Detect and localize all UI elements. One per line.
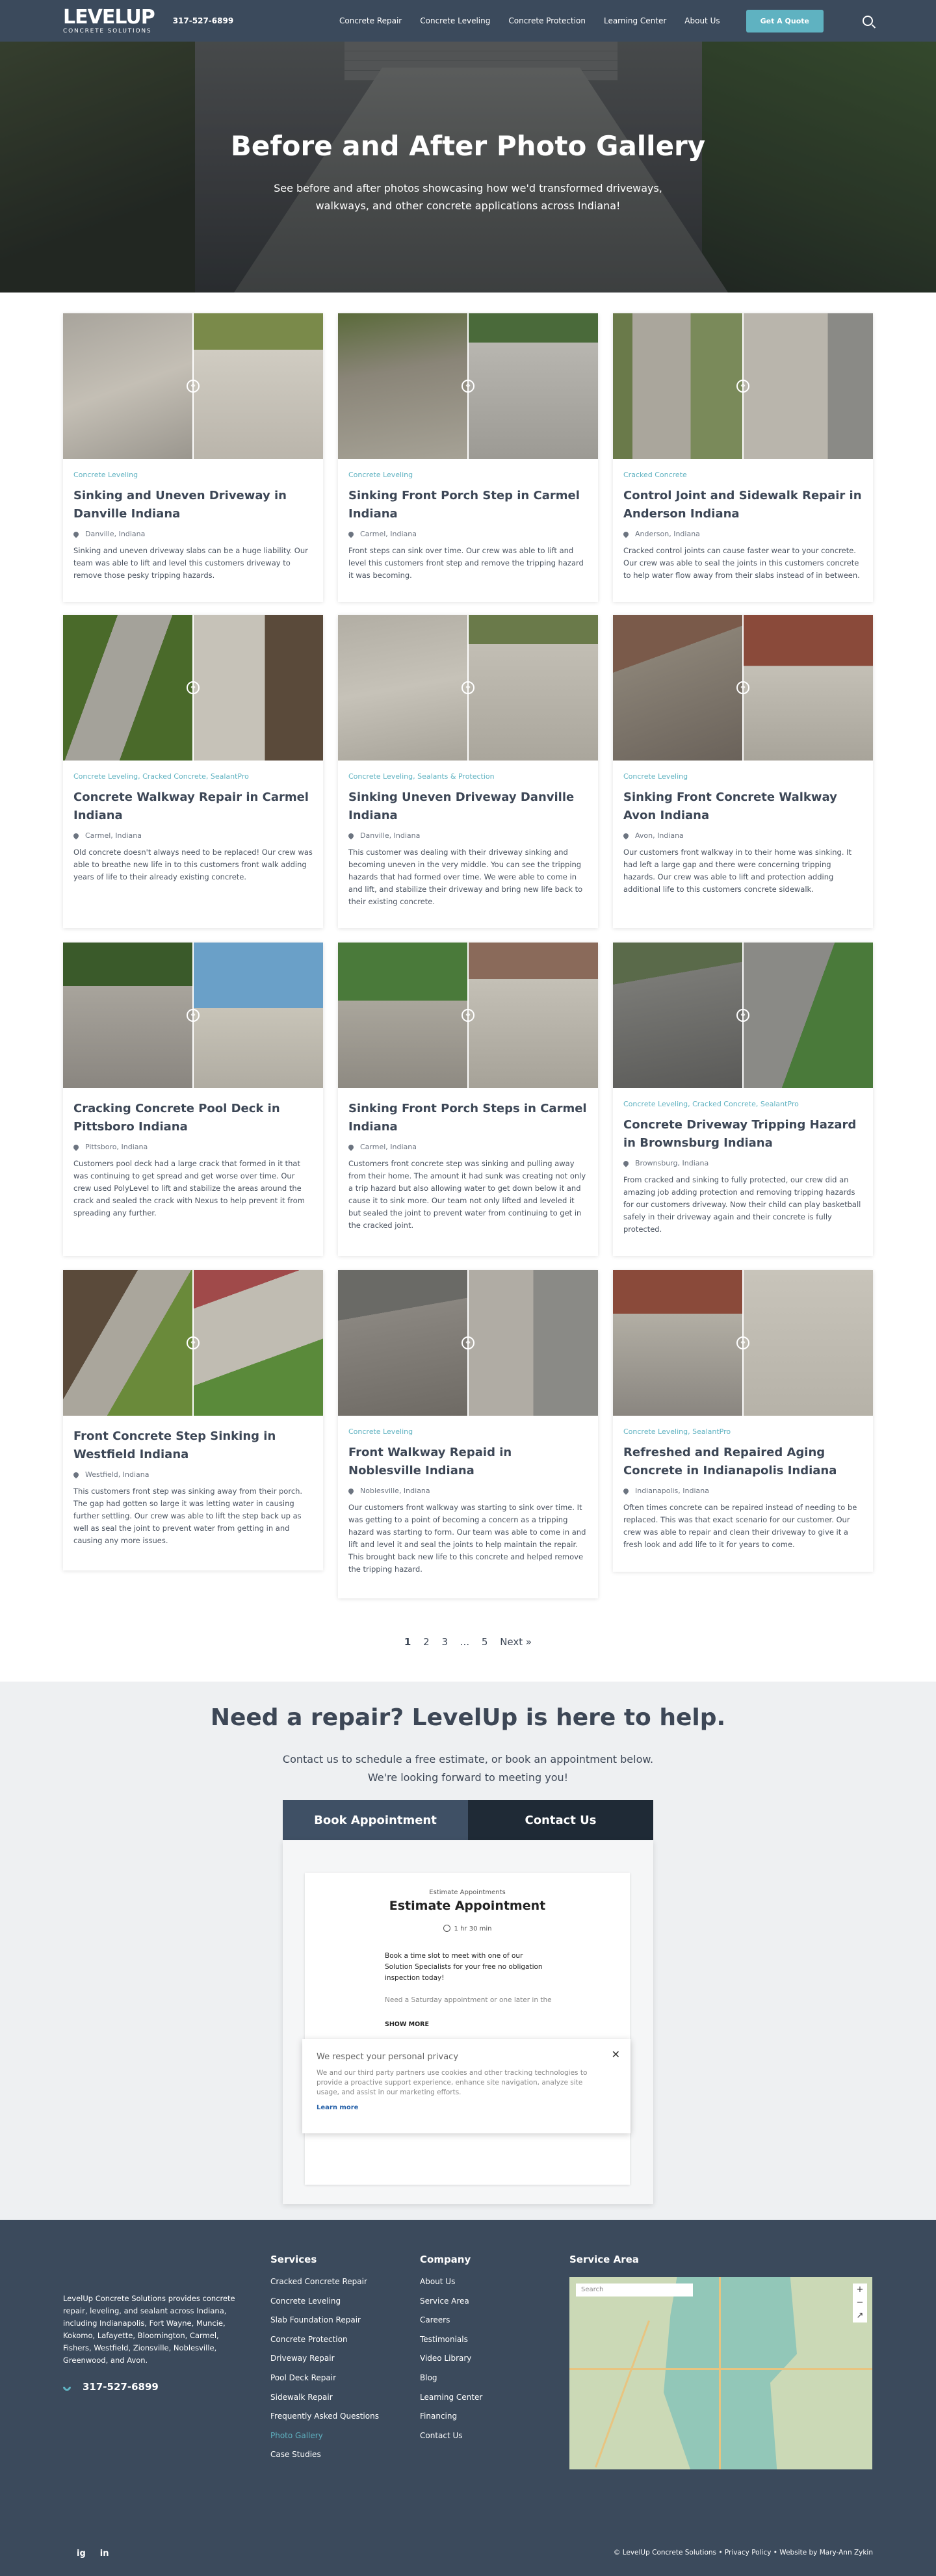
card-category[interactable]: Concrete Leveling, SealantPro [623,1427,731,1436]
before-after-slider[interactable] [613,615,873,761]
before-after-slider[interactable] [338,313,598,459]
footer-services-title: Services [270,2254,317,2265]
nav-item-learning-center[interactable]: Learning Center [603,16,667,25]
before-after-slider[interactable] [63,943,323,1088]
card-location: Carmel, Indiana [360,1143,417,1151]
footer-company-title: Company [420,2254,471,2265]
footer-area-title: Service Area [569,2254,639,2265]
before-photo [63,1270,192,1416]
page-title: Before and After Photo Gallery [230,130,706,162]
footer-about: LevelUp Concrete Solutions provides concrete repair, leveling, and sealant across Indiana, including Indianapolis, Fort Wayne, Muncie, Kokomo, Lafayette, Bloomington, Carmel, Fishers, Westfield, Zionsville, Noblesville, Greenwood, and Avon. [63,2294,235,2365]
before-after-slider[interactable] [338,943,598,1088]
map-service-region [664,2277,797,2469]
copyright: © LevelUp Concrete Solutions • Privacy Policy • Website by Mary-Ann Zykin [613,2549,873,2556]
map-road [719,2277,721,2469]
footer-link[interactable]: Financing [420,2412,458,2421]
instagram-icon[interactable]: ig [77,2549,86,2558]
location-pin-icon [347,832,354,839]
before-after-slider[interactable] [613,1270,873,1416]
footer-link[interactable]: Cracked Concrete Repair [270,2277,367,2286]
cta-title: Need a repair? LevelUp is here to help. [210,1704,726,1731]
card-title[interactable]: Sinking Front Porch Step in Carmel Indiana [348,489,580,521]
page-3[interactable]: 3 [441,1636,448,1648]
card-category[interactable]: Concrete Leveling, Sealants & Protection [348,772,495,781]
card-location: Avon, Indiana [635,831,684,840]
before-after-slider[interactable] [63,615,323,761]
close-icon[interactable]: ✕ [611,2048,620,2061]
before-after-slider[interactable] [338,615,598,761]
gallery-card[interactable] [613,615,873,928]
location-pin-icon [72,1471,79,1478]
gallery-card[interactable] [63,1270,323,1570]
slider-handle-icon[interactable]: ⇔ [187,681,200,694]
appointment-note: Need a Saturday appointment or one later in the [385,1996,552,2004]
location-pin-icon [347,530,354,538]
after-photo [192,313,323,459]
cookie-banner [302,2039,630,2133]
gallery-card[interactable] [338,1270,598,1598]
before-photo [613,1270,742,1416]
map-zoom-controls[interactable]: + − ↗ [853,2283,867,2322]
card-title[interactable]: Sinking and Uneven Driveway in Danville Indiana [73,489,287,521]
after-photo [742,943,873,1088]
card-description: Old concrete doesn't always need to be replaced! Our crew was able to breathe new life in to this customers front walk adding years of life to their already existing concrete. [73,848,313,881]
footer-link[interactable]: Slab Foundation Repair [270,2315,361,2325]
footer-phone-link[interactable]: 317-527-6899 [83,2381,159,2393]
slider-handle-icon[interactable]: ⇔ [187,1009,200,1022]
card-title[interactable]: Sinking Front Porch Steps in Carmel Indiana [348,1102,587,1134]
footer-link[interactable]: Frequently Asked Questions [270,2412,379,2421]
appointment-description: Book a time slot to meet with one of our Solution Specialists for your free no obligation inspection today! [385,1952,543,1982]
card-location: Noblesville, Indiana [360,1487,430,1495]
location-pin-icon [72,832,79,839]
card-title[interactable]: Refreshed and Repaired Aging Concrete in Indianapolis Indiana [623,1446,837,1477]
pagination [0,1636,936,1648]
appointment-title: Estimate Appointment [389,1899,546,1913]
location-pin-icon [72,1143,79,1151]
card-category[interactable]: Concrete Leveling [348,1427,413,1436]
footer-link[interactable]: Blog [420,2373,437,2382]
nav-item-concrete-leveling[interactable]: Concrete Leveling [420,16,491,25]
card-category[interactable]: Concrete Leveling, Cracked Concrete, SealantPro [623,1100,799,1108]
card-description: This customer was dealing with their driveway sinking and becoming uneven in the very middle. You can see the tripping hazards that had formed over time. We were able to come in and lift, and stabilize their driveway and bring new life back to their existing concrete. [348,848,583,906]
location-pin-icon [347,1143,354,1151]
after-photo [192,1270,323,1416]
location-pin-icon [622,1160,629,1167]
card-category[interactable]: Concrete Leveling [623,772,688,781]
card-description: Front steps can sink over time. Our crew was able to lift and level this customers front step and remove the tripping hazard it was becoming. [348,546,584,580]
card-location: Brownsburg, Indiana [635,1159,709,1167]
logo-subtitle: CONCRETE SOLUTIONS [63,27,152,34]
slider-handle-icon[interactable]: ⇔ [187,1336,200,1349]
card-category[interactable]: Cracked Concrete [623,471,687,479]
booking-tabs [283,1800,653,1840]
top-nav [0,0,936,42]
slider-handle-icon[interactable]: ⇔ [736,681,749,694]
card-location: Westfield, Indiana [85,1470,150,1479]
phone-icon [62,2382,73,2393]
cookie-body: We and our third party partners use cookies and other tracking technologies to provide a proactive support experience, enhance site navigation, analyze site usage, and assist in our marketing efforts. [317,2069,588,2096]
footer-link[interactable]: Driveway Repair [270,2354,335,2363]
before-photo [63,615,192,761]
footer-link[interactable]: Pool Deck Repair [270,2373,337,2382]
cookie-title: We respect your personal privacy [317,2052,459,2062]
nav-item-about-us[interactable]: About Us [684,16,720,25]
card-category[interactable]: Concrete Leveling [73,471,138,479]
slider-handle-icon[interactable]: ⇔ [736,380,749,393]
slider-handle-icon[interactable]: ⇔ [462,380,474,393]
before-photo [338,1270,467,1416]
slider-handle-icon[interactable]: ⇔ [462,1336,474,1349]
card-description: Our customers front walkway in to their home was sinking. It had left a large gap and there were concerning tripping hazards. Our crew was able to lift and protection adding additional life to this customers concrete sidewalk. [623,848,852,894]
appointment-duration: 1 hr 30 min [454,1925,492,1932]
footer-link[interactable]: Video Library [420,2354,472,2363]
logo-wordmark: LEVELUP [63,5,155,29]
card-location: Anderson, Indiana [635,530,700,538]
page-1[interactable]: 1 [404,1636,411,1648]
footer [0,2220,936,2576]
next-page-link[interactable]: Next » [500,1636,532,1648]
slider-handle-icon[interactable]: ⇔ [187,380,200,393]
footer-link[interactable]: Concrete Protection [270,2334,348,2344]
after-photo [192,615,323,761]
footer-service-area [569,2254,639,2277]
map-search-input[interactable]: Search [576,2283,693,2296]
card-description: Cracked control joints can cause faster wear to your concrete. Our crew was able to seal the joints in this customers concrete to help water flow away from their slabs instead of in between. [623,546,860,580]
footer-link[interactable]: Service Area [420,2296,469,2306]
after-photo [467,943,598,1088]
page-subtitle: See before and after photos showcasing how we'd transformed driveways, walkways, and other concrete applications across Indiana! [274,182,662,212]
card-title[interactable]: Concrete Driveway Tripping Hazard in Brownsburg Indiana [623,1118,857,1150]
card-title[interactable]: Cracking Concrete Pool Deck in Pittsboro Indiana [73,1102,280,1134]
before-photo [63,943,192,1088]
before-photo [338,615,467,761]
card-location: Carmel, Indiana [360,530,417,538]
appointment-widget [305,1873,630,2185]
footer-services [270,2254,379,2469]
appointment-category: Estimate Appointments [429,1889,506,1896]
card-location: Carmel, Indiana [85,831,142,840]
after-photo [742,1270,873,1416]
get-a-quote-button[interactable]: Get A Quote [746,10,824,33]
gallery-card[interactable] [338,313,598,602]
cookie-learn-more-link[interactable]: Learn more [317,2104,359,2111]
footer-link[interactable]: Careers [420,2315,450,2325]
before-after-slider[interactable] [63,313,323,459]
after-photo [467,615,598,761]
footer-link[interactable]: About Us [420,2277,456,2286]
card-title[interactable]: Sinking Front Concrete Walkway Avon Indiana [623,790,837,822]
card-location: Danville, Indiana [85,530,146,538]
footer-link[interactable]: Contact Us [420,2430,463,2440]
contact-section [0,1682,936,2220]
slider-handle-icon[interactable]: ⇔ [462,681,474,694]
before-after-slider[interactable] [613,943,873,1088]
before-photo [613,313,742,459]
footer-link[interactable]: Testimonials [420,2334,468,2344]
card-description: Customers pool deck had a large crack that formed in it that was continuing to get spread and get worse over time. Our crew used PolyLevel to lift and stabilize the areas around the crack and sealed the crack with Nexus to help prevent it from spreading any further. [73,1159,305,1217]
card-description: Customers front concrete step was sinking and pulling away from their home. The amount it had sunk was creating not only a trip hazard but also allowing water to get down below it and cause it to sink more. Our team not only lifted and leveled it but sealed the joint to prevent water from continuing to get in the cracked joint. [348,1159,586,1230]
logo[interactable] [63,5,155,34]
before-photo [63,313,192,459]
nav-phone-link[interactable]: 317-527-6899 [172,16,234,25]
after-photo [467,1270,598,1416]
tab-contact-us[interactable]: Contact Us [468,1800,653,1840]
card-location: Pittsboro, Indiana [85,1143,148,1151]
location-pin-icon [622,1487,629,1494]
page-5[interactable]: 5 [481,1636,488,1648]
gallery-card[interactable] [63,943,323,1256]
before-after-slider[interactable] [613,313,873,459]
card-description: Our customers front walkway was starting to sink over time. It was getting to a point of becoming a concern as a tripping hazard was starting to form. Our team was able to come in and lift and level it and seal the joints to help maintain the repair. This brought back new life to this concrete and helped remove the tripping hazard. [348,1503,586,1574]
gallery-card[interactable] [63,313,323,602]
footer-link-active[interactable]: Photo Gallery [270,2430,323,2440]
gallery-card[interactable] [613,313,873,602]
location-pin-icon [622,832,629,839]
after-photo [742,313,873,459]
after-photo [467,313,598,459]
footer-link[interactable]: Sidewalk Repair [270,2392,333,2402]
location-pin-icon [622,530,629,538]
page-ellipsis: ... [460,1636,470,1648]
slider-handle-icon[interactable]: ⇔ [736,1336,749,1349]
card-location: Indianapolis, Indiana [635,1487,709,1495]
card-description: From cracked and sinking to fully protected, our crew did an amazing job adding protection and removing tripping hazards for our customers driveway. Now their child can play basketball safely in their driveway again and their concrete is fully protected. [623,1175,861,1234]
gallery-card[interactable] [338,615,598,928]
page-2[interactable]: 2 [423,1636,430,1648]
footer-link[interactable]: Concrete Leveling [270,2296,341,2306]
location-pin-icon [72,530,79,538]
card-description: Sinking and uneven driveway slabs can be a huge liability. Our team was able to lift and level this customers driveway to remove those pesky tripping hazards. [73,546,308,580]
before-after-slider[interactable] [338,1270,598,1416]
social-links [77,2549,109,2558]
booking-panel [283,1840,653,2204]
card-title[interactable]: Front Walkway Repaid in Noblesville Indiana [348,1446,512,1477]
card-title[interactable]: Front Concrete Step Sinking in Westfield Indiana [73,1429,276,1461]
slider-handle-icon[interactable]: ⇔ [736,1009,749,1022]
before-photo [338,943,467,1088]
slider-handle-icon[interactable]: ⇔ [462,1009,474,1022]
search-icon[interactable] [863,16,873,26]
footer-link[interactable]: Learning Center [420,2392,483,2402]
card-description: This customers front step was sinking away from their porch. The gap had gotten so large it was letting water in causing further settling. Our crew was able to lift the step back up as well as seal the joint to prevent water from getting in and causing any more issues. [73,1487,303,1545]
card-location: Danville, Indiana [360,831,421,840]
card-title[interactable]: Sinking Uneven Driveway Danville Indiana [348,790,575,822]
nav-item-concrete-protection[interactable]: Concrete Protection [508,16,586,25]
nav-item-concrete-repair[interactable]: Concrete Repair [339,16,402,25]
card-category[interactable]: Concrete Leveling, Cracked Concrete, SealantPro [73,772,249,781]
service-area-map[interactable] [569,2277,872,2469]
map-road [595,2321,650,2468]
before-photo [613,943,742,1088]
before-photo [613,615,742,761]
before-photo [338,313,467,459]
footer-link[interactable]: Case Studies [270,2450,321,2460]
card-description: Often times concrete can be repaired instead of needing to be replaced. This was that exact scenario for our customer. Our crew was able to repair and clean their driveway to give it a fresh look and add life to it for years to come. [623,1503,857,1549]
cta-subtitle: Contact us to schedule a free estimate, or book an appointment below. We're looking forward to meeting you! [282,1753,654,1784]
map-road [569,2368,872,2370]
after-photo [742,615,873,761]
nav-menu [321,10,873,33]
show-more-button[interactable]: SHOW MORE [385,2021,429,2028]
location-pin-icon [347,1487,354,1494]
gallery-card[interactable] [338,943,598,1256]
gallery-card[interactable] [613,1270,873,1572]
gallery-card[interactable] [613,943,873,1256]
hero-banner [0,42,936,293]
hero-overlay [0,42,936,293]
before-after-slider[interactable] [63,1270,323,1416]
card-title[interactable]: Control Joint and Sidewalk Repair in Anderson Indiana [623,489,862,521]
clock-icon [443,1925,450,1932]
gallery-card[interactable] [63,615,323,928]
card-title[interactable]: Concrete Walkway Repair in Carmel Indiana [73,790,309,822]
after-photo [192,943,323,1088]
linkedin-icon[interactable]: in [99,2549,109,2558]
card-category[interactable]: Concrete Leveling [348,471,413,479]
footer-company [420,2254,482,2450]
tab-book-appointment[interactable]: Book Appointment [283,1800,468,1840]
